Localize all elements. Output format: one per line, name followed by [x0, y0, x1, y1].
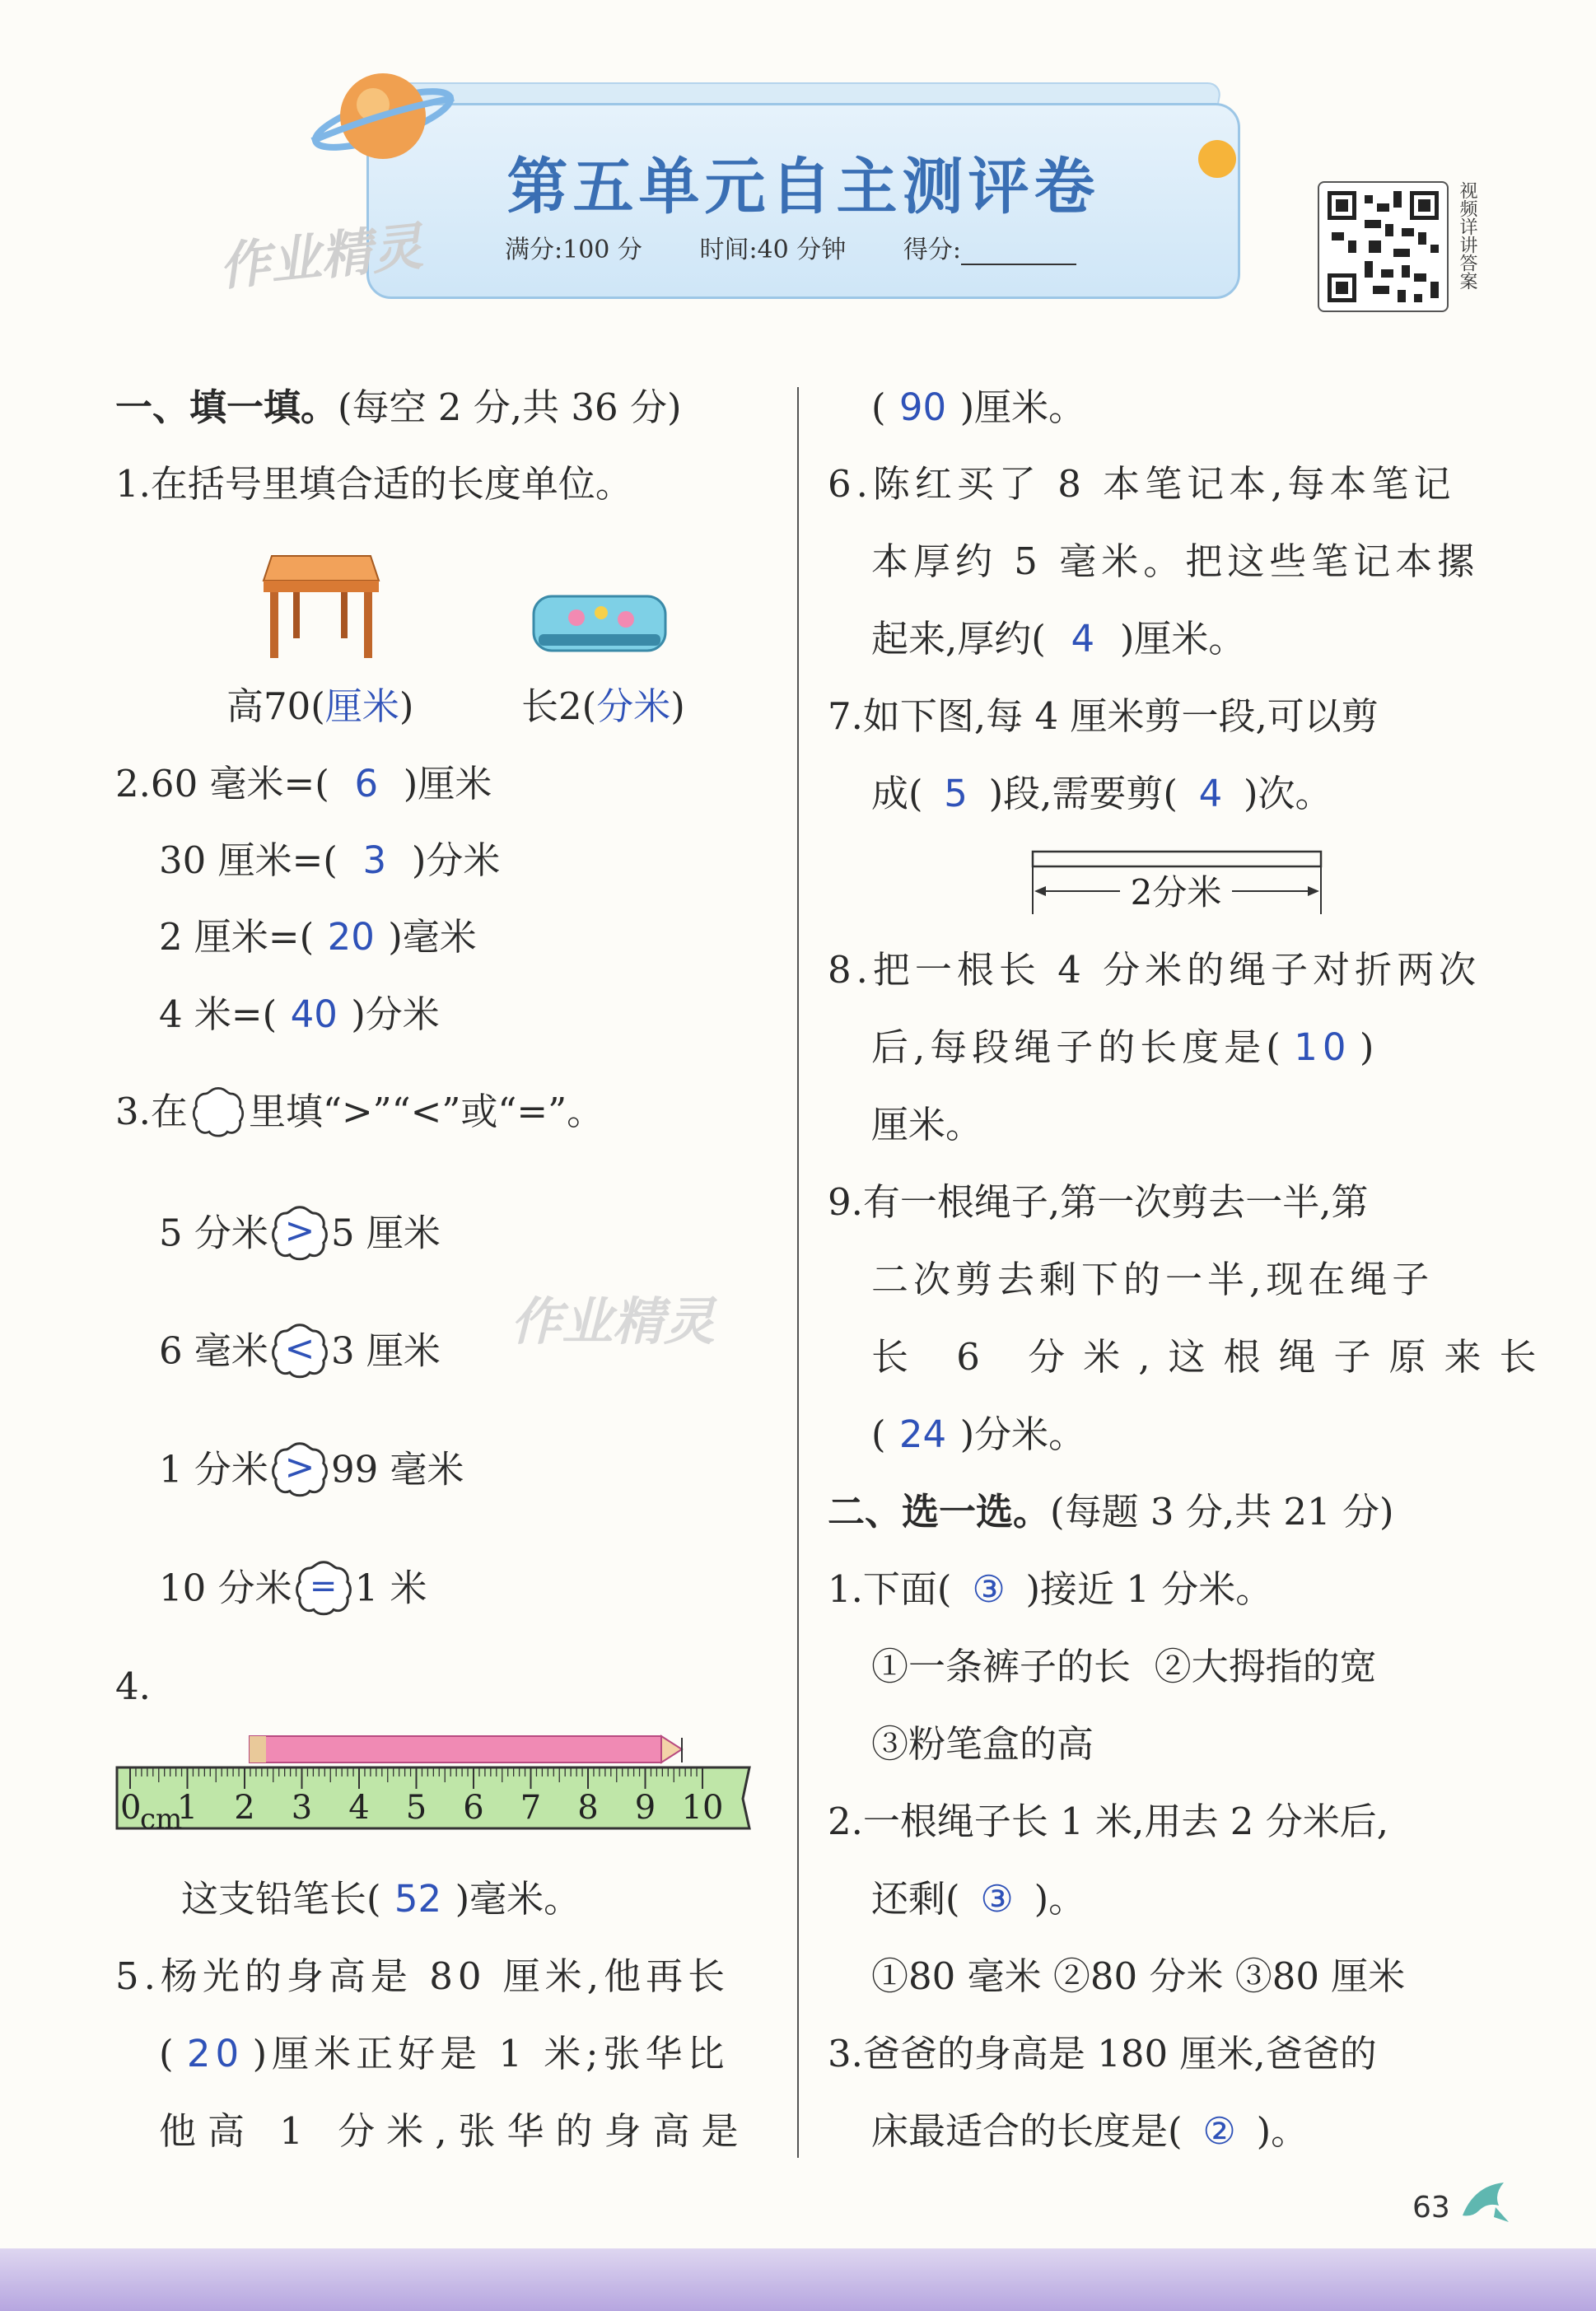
ruler-tick-label: 3 [291, 1789, 313, 1827]
q3-answer-2: < [284, 1328, 315, 1370]
q8-line3: 厘米。 [871, 1103, 983, 1146]
q5-line2: ( 20 )厘米正好是 1 米;张华比 [159, 2029, 730, 2079]
s2-q1-options2: ③粉笔盒的高 [871, 1722, 1094, 1766]
q6-answer: 4 [1071, 617, 1095, 661]
q7-line1: 7.如下图,每 4 厘米剪一段,可以剪 [828, 694, 1379, 738]
exam-meta [505, 229, 1126, 265]
q2-row-4: 4 米=( 40 )分米 [159, 992, 440, 1036]
s2-q3-answer: ② [1202, 2109, 1236, 2153]
q3-row-4: 10 分米 = 1 米 [159, 1562, 427, 1621]
q4-number: 4. [115, 1664, 151, 1708]
q3-answer-3: > [284, 1446, 315, 1488]
cloud-circle-icon [191, 1085, 245, 1139]
rope-length-label: 2分米 [1130, 872, 1222, 913]
qr-caption: 视频详讲答案 [1457, 181, 1477, 290]
q1-case-answer: 分米 [596, 684, 671, 728]
page-title: 第五单元自主测评卷 [506, 152, 1100, 222]
rope-length-diagram [1029, 848, 1326, 922]
q7-answer-1: 5 [944, 772, 968, 815]
footer-band [0, 2248, 1596, 2311]
s2-q3-line2: 床最适合的长度是( ② )。 [871, 2107, 1308, 2156]
page-number: 63 [1412, 2191, 1450, 2225]
ruler-tick-label: 9 [634, 1789, 656, 1827]
q3-row-1: 5 分米 > 5 厘米 [159, 1207, 441, 1266]
q3-answer-1: > [284, 1210, 315, 1252]
pencil-body [250, 1736, 661, 1762]
pencil-end [250, 1736, 266, 1762]
q1-case-label: 长2(分米) [521, 684, 685, 728]
q5-answer-2: 90 [898, 385, 947, 429]
q4-answer: 52 [394, 1877, 442, 1921]
ruler-tick-label: 0 [120, 1789, 142, 1827]
q6-line2: 本厚约 5 毫米。把这些笔记本摞 [871, 539, 1480, 583]
ruler-tick-label: 6 [463, 1789, 484, 1827]
dolphin-icon [1458, 2174, 1515, 2232]
score-label: 得分: [903, 236, 961, 264]
watermark: 作业精灵 [511, 1291, 716, 1352]
score-blank [961, 264, 1076, 265]
s2-q2-line2: 还剩( ③ )。 [871, 1874, 1085, 1924]
qr-code-icon[interactable] [1318, 181, 1449, 312]
q3-row-2: 6 毫米 < 3 厘米 [159, 1324, 441, 1384]
planet-icon [309, 62, 457, 177]
q5-line4: ( 90 )厘米。 [871, 383, 1085, 432]
q9-line3: 长 6 分米,这根绳子原来长 [871, 1335, 1555, 1379]
ruler-tick-label: 2 [234, 1789, 255, 1827]
pencil-case-icon [527, 585, 675, 667]
q5-line3: 他高 1 分米,张华的身高是 [159, 2109, 750, 2153]
ruler-tick-label: 8 [577, 1789, 599, 1827]
q3-row-3: 1 分米 > 99 毫米 [159, 1443, 464, 1502]
ruler-tick-label: 4 [348, 1789, 370, 1827]
s2-q3-line1: 3.爸爸的身高是 180 厘米,爸爸的 [828, 2032, 1377, 2075]
q1-desk-answer: 厘米 [324, 684, 399, 728]
q2-row-1: 2.60 毫米=( 6 )厘米 [115, 762, 492, 805]
exam-time: 时间:40 分钟 [699, 236, 847, 264]
s2-q1-answer: ③ [972, 1567, 1006, 1611]
q9-line1: 9.有一根绳子,第一次剪去一半,第 [828, 1180, 1369, 1224]
ruler-diagram [114, 1730, 756, 1853]
q2-row-3: 2 厘米=( 20 )毫米 [159, 915, 477, 959]
q9-line4: ( 24 )分米。 [871, 1410, 1085, 1459]
q2-row-2: 30 厘米=( 3 )分米 [159, 838, 501, 882]
s2-q2-answer: ③ [980, 1877, 1014, 1921]
q7-line2: 成( 5 )段,需要剪( 4 )次。 [871, 769, 1332, 819]
q8-line2: 后,每段绳子的长度是( 10 ) [871, 1023, 1379, 1072]
q7-answer-2: 4 [1198, 772, 1223, 815]
ruler-unit-label: cm [140, 1803, 183, 1836]
full-score: 满分:100 分 [505, 236, 642, 264]
q1-text: 1.在括号里填合适的长度单位。 [115, 462, 632, 506]
ruler-tick-label: 10 [681, 1789, 724, 1827]
pencil-tip [661, 1736, 682, 1762]
q9-line2: 二次剪去剩下的一半,现在绳子 [871, 1258, 1435, 1301]
q6-line3: 起来,厚约( 4 )厘米。 [871, 614, 1245, 664]
q6-line1: 6.陈红买了 8 本笔记本,每本笔记 [828, 462, 1456, 506]
section2-heading: 二、选一选。(每题 3 分,共 21 分) [828, 1490, 1394, 1534]
ruler-tick-label: 5 [405, 1789, 427, 1827]
s2-q2-line1: 2.一根绳子长 1 米,用去 2 分米后, [828, 1800, 1389, 1843]
q8-line1: 8.把一根长 4 分米的绳子对折两次 [828, 948, 1482, 992]
ruler-tick-label: 7 [520, 1789, 542, 1827]
q1-desk-label: 高70(厘米) [226, 684, 414, 728]
q8-answer: 10 [1294, 1025, 1351, 1069]
q3-text: 3.在 里填“>”“<”或“=”。 [115, 1087, 604, 1142]
q5-answer-1: 20 [186, 2032, 245, 2075]
s2-q1-options1: ①一条裤子的长 ②大拇指的宽 [871, 1645, 1377, 1688]
watermark: 作业精灵 [216, 216, 426, 297]
section1-heading: 一、填一填。(每空 2 分,共 36 分) [115, 385, 682, 429]
desk-icon [255, 539, 387, 671]
s2-q1-line1: 1.下面( ③ )接近 1 分米。 [828, 1565, 1272, 1614]
q3-answer-4: = [309, 1567, 338, 1605]
q4-answer-line: 这支铅笔长( 52 )毫米。 [181, 1874, 581, 1924]
ruler-tick-label: 1 [176, 1789, 198, 1827]
q9-answer: 24 [898, 1412, 947, 1456]
s2-q2-options: ①80 毫米 ②80 分米 ③80 厘米 [871, 1954, 1406, 1998]
banner-tag-icon [1198, 140, 1236, 178]
title-banner [366, 103, 1240, 299]
column-divider [797, 387, 799, 2158]
q5-line1: 5.杨光的身高是 80 厘米,他再长 [115, 1954, 730, 1998]
